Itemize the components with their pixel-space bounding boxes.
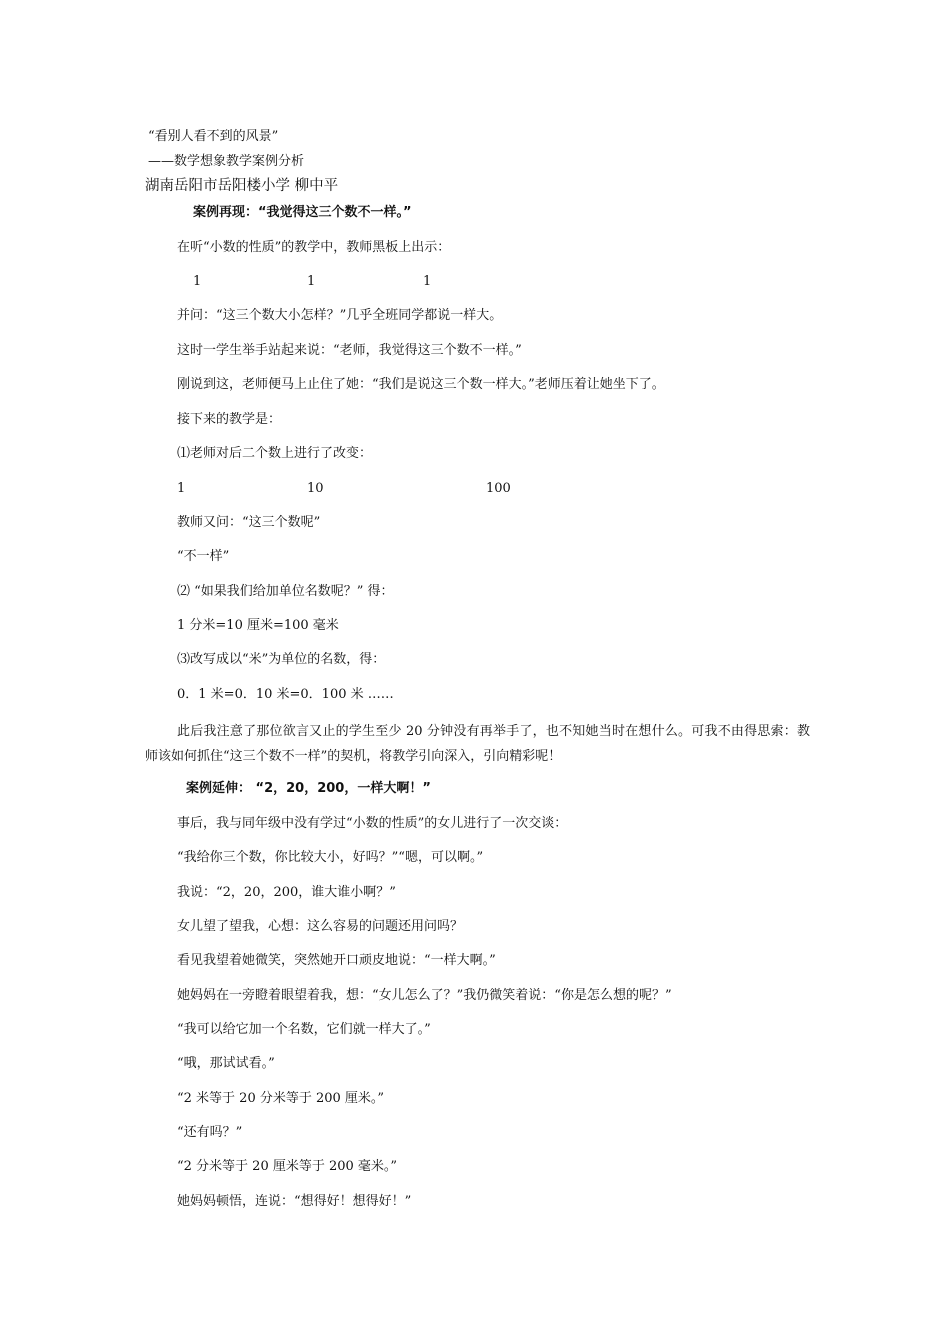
dialogue-line: “我给你三个数，你比较大小，好吗？”“嗯，可以啊。” — [177, 850, 484, 865]
document-subtitle: ——数学想象教学案例分析 — [148, 154, 305, 169]
dialogue-line: 看见我望着她微笑，突然她开口顽皮地说：“一样大啊。” — [177, 953, 496, 968]
author-line: 湖南岳阳市岳阳楼小学 柳中平 — [145, 178, 339, 194]
paragraph-reflection: 此后我注意了那位欲言又止的学生至少 20 分钟没有再举手了，也不知她当时在想什么。可我不由得思索：教师该如何抓住“这三个数不一样”的契机，将教学引向深入，引向精彩呢！ — [145, 724, 810, 764]
board-number: 1 — [307, 274, 316, 289]
section-heading-case-extension: 案例延伸： “2，20，200，一样大啊！” — [186, 781, 431, 796]
paragraph-intro: 在听“小数的性质”的教学中，教师黑板上出示： — [177, 240, 451, 255]
paragraph-teacher-ask: 教师又问：“这三个数呢” — [177, 515, 321, 530]
paragraph-student: 这时一学生举手站起来说：“老师，我觉得这三个数不一样。” — [177, 343, 522, 358]
section-heading-case-replay: 案例再现：“我觉得这三个数不一样。” — [193, 205, 412, 220]
board-number: 1 — [193, 274, 202, 289]
changed-number: 1 — [177, 481, 186, 496]
paragraph-teacher-stop: 刚说到这，老师便马上止住了她：“我们是说这三个数一样大。”老师压着让她坐下了。 — [177, 377, 665, 392]
document-title: “看别人看不到的风景” — [148, 129, 279, 144]
paragraph-next: 接下来的教学是： — [177, 412, 282, 427]
paragraph-units-equation: 1 分米=10 厘米=100 毫米 — [177, 618, 339, 633]
dialogue-line: “2 米等于 20 分米等于 200 厘米。” — [177, 1091, 385, 1106]
changed-number: 10 — [307, 481, 324, 496]
paragraph-meters-equation: 0．1 米=0．10 米=0．100 米 …… — [177, 687, 394, 702]
paragraph-answer: “不一样” — [177, 549, 230, 564]
dialogue-line: 我说：“2，20，200，谁大谁小啊？” — [177, 885, 396, 900]
dialogue-line: “哦，那试试看。” — [177, 1056, 275, 1071]
dialogue-line: 女儿望了望我，心想：这么容易的问题还用问吗？ — [177, 919, 464, 934]
paragraph-step1: ⑴老师对后二个数上进行了改变： — [177, 446, 373, 461]
paragraph-question: 并问：“这三个数大小怎样？”几乎全班同学都说一样大。 — [177, 308, 503, 323]
board-number: 1 — [423, 274, 432, 289]
dialogue-line: 她妈妈在一旁瞪着眼望着我，想：“女儿怎么了？”我仍微笑着说：“你是怎么想的呢？” — [177, 988, 672, 1003]
paragraph-step3: ⑶改写成以“米”为单位的名数，得： — [177, 652, 386, 667]
dialogue-line: “还有吗？” — [177, 1125, 243, 1140]
dialogue-line: 事后，我与同年级中没有学过“小数的性质”的女儿进行了一次交谈： — [177, 816, 568, 831]
changed-number: 100 — [486, 481, 511, 496]
dialogue-line: “我可以给它加一个名数，它们就一样大了。” — [177, 1022, 431, 1037]
paragraph-step2: ⑵ “如果我们给加单位名数呢？” 得： — [177, 584, 394, 599]
dialogue-line: 她妈妈顿悟，连说：“想得好！想得好！” — [177, 1194, 412, 1209]
dialogue-line: “2 分米等于 20 厘米等于 200 毫米。” — [177, 1159, 398, 1174]
